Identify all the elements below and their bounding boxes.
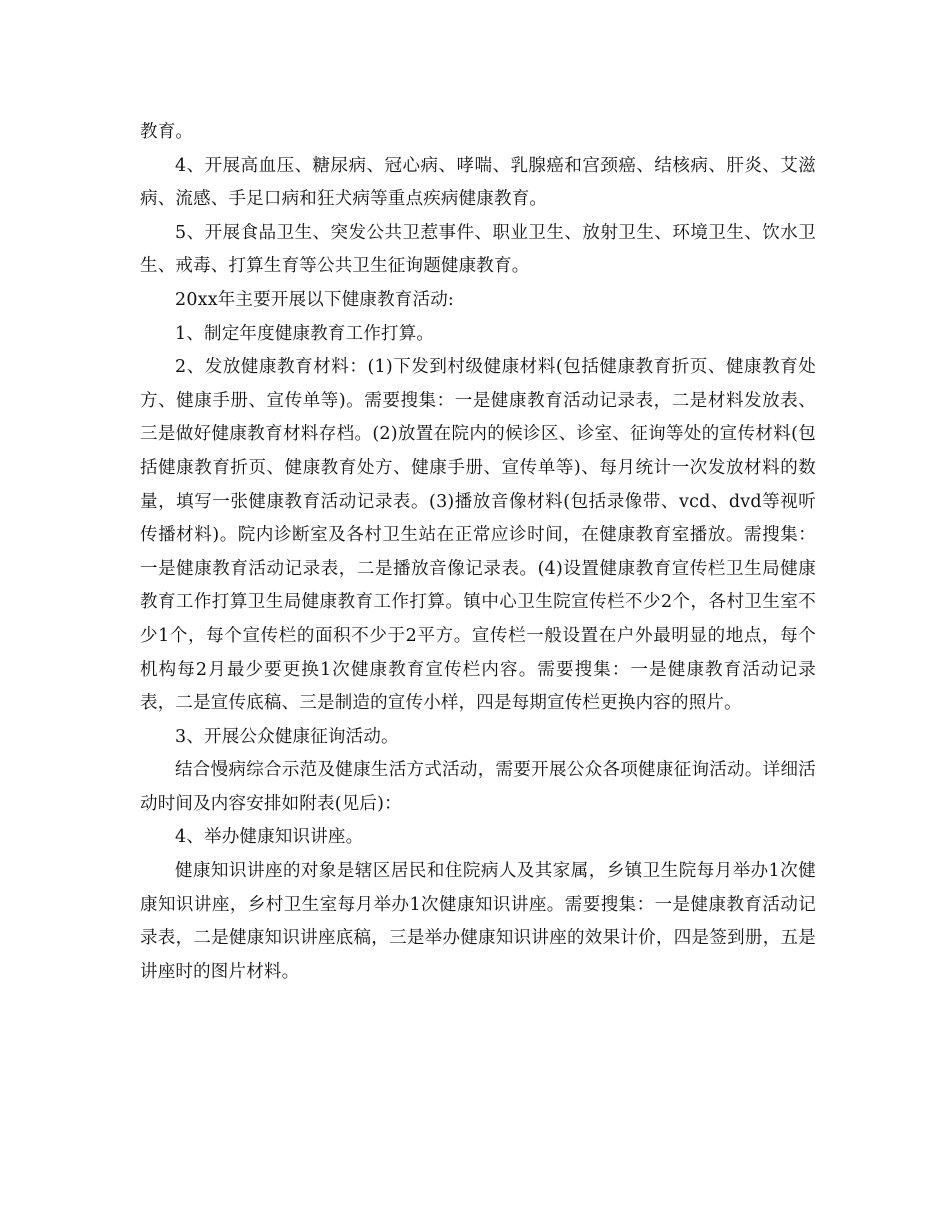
paragraph-7: 3、开展公众健康征询活动。: [175, 726, 399, 747]
paragraph-2: 4、开展高血压、糖尿病、冠心病、哮喘、乳腺癌和宫颈癌、结核病、肝炎、艾滋病、流感、手足口病和狂犬病等重点疾病健康教育。: [140, 155, 816, 210]
paragraph-3: 5、开展食品卫生、突发公共卫惹事件、职业卫生、放射卫生、环境卫生、饮水卫生、戒毒、打算生育等公共卫生征询题健康教育。: [140, 222, 816, 277]
paragraph-5: 1、制定年度健康教育工作打算。: [175, 323, 435, 344]
document-page: [140, 116, 816, 989]
paragraph-6: 2、发放健康教育材料：(1)下发到村级健康材料(包括健康教育折页、健康教育处方、健康手册、宣传单等)。需要搜集：一是健康教育活动记录表，二是材料发放表、三是做好健康教育材料存档。(2)放置在院内的候诊区、诊室、征询等处的宣传材料(包括健康教育折页、健康教育处方、健康手册、宣传单等)、每月统计一次发放材料的数量，填写一张健康教育活动记录表。(3)播放音像材料(包括录像带、vcd、dvd等视听传播材料)。院内诊断室及各村卫生站在正常应诊时间，在健康教育室播放。需搜集：一是健康教育活动记录表，二是播放音像记录表。(4)设置健康教育宣传栏卫生局健康教育工作打算卫生局健康教育工作打算。镇中心卫生院宣传栏不少2个，各村卫生室不少1个，每个宣传栏的面积不少于2平方。宣传栏一般设置在户外最明显的地点，每个机构每2月最少要更换1次健康教育宣传栏内容。需要搜集：一是健康教育活动记录表，二是宣传底稿、三是制造的宣传小样，四是每期宣传栏更换内容的照片。: [140, 357, 816, 714]
paragraph-9: 4、举办健康知识讲座。: [175, 827, 364, 848]
paragraph-1: 教育。: [140, 122, 194, 142]
paragraph-8: 结合慢病综合示范及健康生活方式活动，需要开展公众各项健康征询活动。详细活动时间及内容安排如附表(见后)：: [140, 760, 816, 814]
paragraph-4: 20xx年主要开展以下健康教育活动:: [175, 289, 455, 310]
paragraph-10: 健康知识讲座的对象是辖区居民和住院病人及其家属，乡镇卫生院每月举办1次健康知识讲座，乡村卫生室每月举办1次健康知识讲座。需要搜集：一是健康教育活动记录表，二是健康知识讲座底稿，三是举办健康知识讲座的效果计价，四是签到册，五是讲座时的图片材料。: [140, 861, 816, 982]
